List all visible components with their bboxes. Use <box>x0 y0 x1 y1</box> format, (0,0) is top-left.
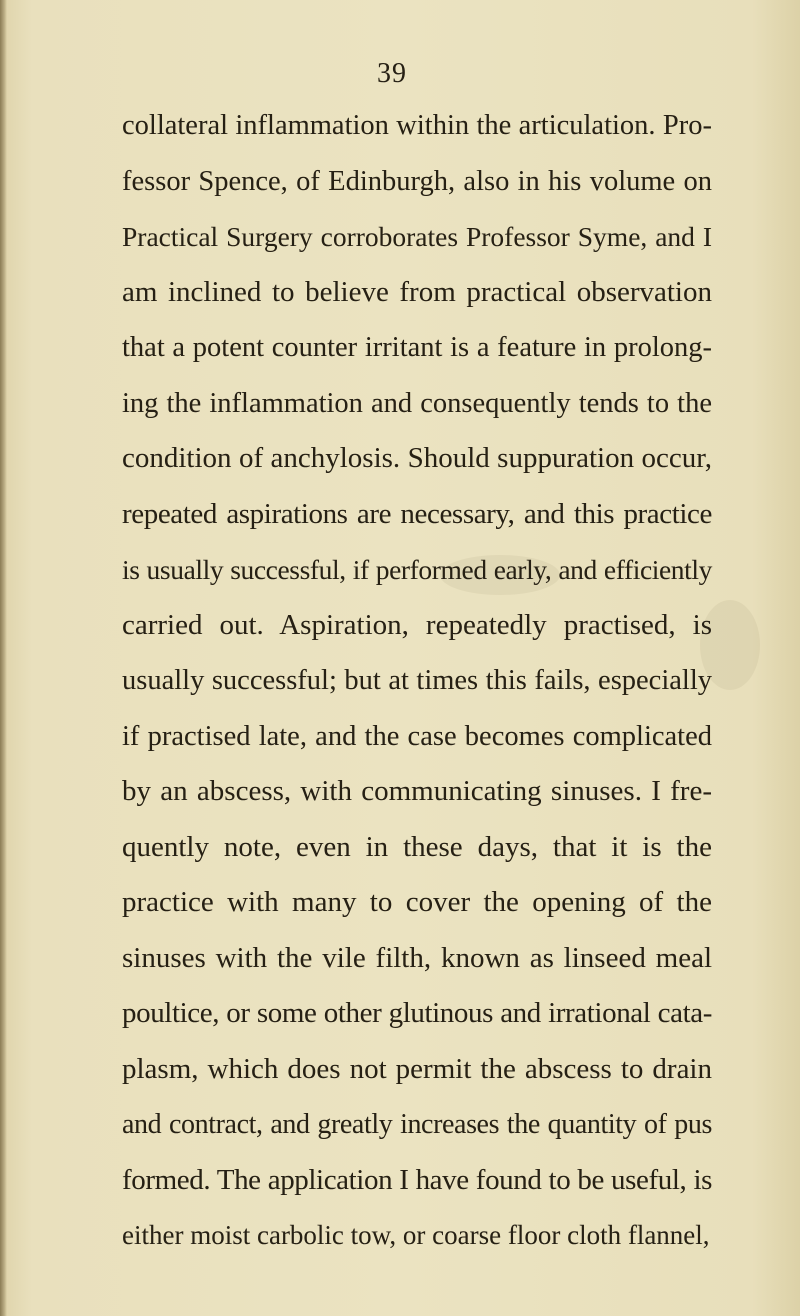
text-line: by an abscess, with communicating sinuses. I fre- <box>122 775 712 807</box>
text-line: carried out. Aspiration, repeatedly practised, is <box>122 608 712 641</box>
text-line: ing the inflammation and consequently tends to the <box>122 387 712 419</box>
page-gutter-edge <box>0 0 7 1316</box>
page-number: 39 <box>377 58 407 89</box>
text-line: poultice, or some other glutinous and irrational cata- <box>122 997 712 1029</box>
text-line: sinuses with the vile filth, known as linseed meal <box>122 941 712 974</box>
text-line: if practised late, and the case becomes complicated <box>122 720 712 752</box>
text-line: fessor Spence, of Edinburgh, also in his volume on <box>122 165 712 197</box>
text-line: practice with many to cover the opening of the <box>122 886 712 918</box>
text-line: am inclined to believe from practical observation <box>122 275 712 308</box>
text-line: and contract, and greatly increases the quantity of pus <box>122 1109 712 1140</box>
text-line: formed. The application I have found to be useful, is <box>122 1163 712 1196</box>
body-text <box>122 98 712 1264</box>
text-line: repeated aspirations are necessary, and this practice <box>122 497 712 530</box>
text-line: collateral inflammation within the articulation. Pro- <box>122 110 712 141</box>
text-line: is usually successful, if performed early, and efficiently <box>122 554 712 585</box>
text-line: either moist carbolic tow, or coarse floor cloth flannel, <box>122 1220 710 1250</box>
text-line: condition of anchylosis. Should suppuration occur, <box>122 442 712 474</box>
text-line: that a potent counter irritant is a feature in prolong- <box>122 332 712 363</box>
text-line: Practical Surgery corroborates Professor Syme, and I <box>122 221 712 252</box>
text-line: quently note, even in these days, that it is the <box>122 830 712 863</box>
text-line: usually successful; but at times this fails, especially <box>122 665 712 696</box>
text-line: plasm, which does not permit the abscess to drain <box>122 1052 712 1085</box>
